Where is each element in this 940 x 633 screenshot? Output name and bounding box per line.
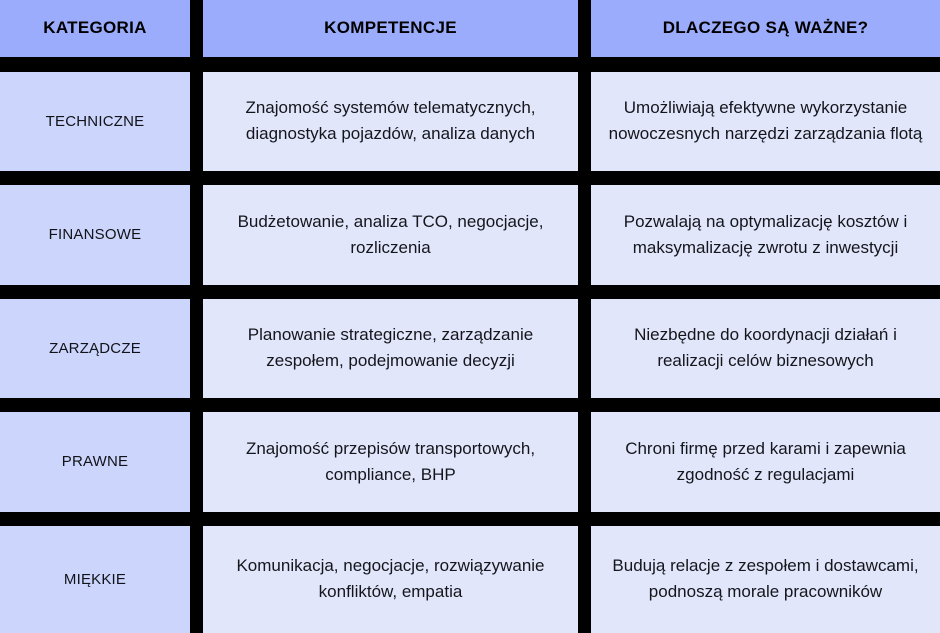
cell-kompetencje-text: Znajomość przepisów transportowych, compliance, BHP xyxy=(245,438,536,484)
column-header-kompetencje xyxy=(203,0,578,57)
cell-kategoria-text: PRAWNE xyxy=(61,453,129,471)
cell-kompetencje-text: Planowanie strategiczne, zarządzanie zespołem, podejmowanie decyzji xyxy=(247,325,534,371)
cell-kategoria-text: ZARZĄDCZE xyxy=(49,339,141,357)
cell-kategoria-text: MIĘKKIE xyxy=(63,570,127,588)
cell-dlaczego-text: Niezbędne do koordynacji działań i realizacji celów biznesowych xyxy=(634,325,897,371)
cell-kategoria-text: FINANSOWE xyxy=(48,226,142,244)
cell-dlaczego-text: Chroni firmę przed karami i zapewnia zgodność z regulacjami xyxy=(625,438,906,484)
cell-dlaczego xyxy=(591,412,940,511)
column-header-dlaczego-label: DLACZEGO SĄ WAŻNE? xyxy=(662,18,869,38)
cell-dlaczego-text: Budują relacje z zespołem i dostawcami, podnoszą morale pracowników xyxy=(612,555,919,602)
cell-kompetencje-text: Komunikacja, negocjacje, rozwiązywanie konfliktów, empatia xyxy=(236,555,545,602)
column-header-kategoria-label: KATEGORIA xyxy=(43,18,147,38)
cell-dlaczego-text: Umożliwiają efektywne wykorzystanie nowoczesnych narzędzi zarządzania flotą xyxy=(608,98,923,144)
cell-kompetencje xyxy=(203,72,578,171)
table-row xyxy=(0,185,940,284)
cell-kompetencje xyxy=(203,299,578,398)
column-header-kompetencje-label: KOMPETENCJE xyxy=(324,18,457,38)
cell-kompetencje xyxy=(203,526,578,633)
cell-kompetencje xyxy=(203,185,578,284)
table-row xyxy=(0,412,940,511)
column-header-dlaczego xyxy=(591,0,940,57)
cell-kompetencje-text: Znajomość systemów telematycznych, diagnostyka pojazdów, analiza danych xyxy=(245,98,536,144)
cell-dlaczego xyxy=(591,299,940,398)
table-row xyxy=(0,526,940,633)
cell-kompetencje xyxy=(203,412,578,511)
table-row xyxy=(0,299,940,398)
cell-kategoria xyxy=(0,526,190,633)
cell-dlaczego xyxy=(591,185,940,284)
cell-kategoria-text: TECHNICZNE xyxy=(45,112,145,130)
cell-kategoria xyxy=(0,299,190,398)
table-row xyxy=(0,72,940,171)
table-header-row xyxy=(0,0,940,57)
cell-kategoria xyxy=(0,72,190,171)
cell-dlaczego xyxy=(591,72,940,171)
cell-kategoria xyxy=(0,412,190,511)
cell-dlaczego xyxy=(591,526,940,633)
cell-kompetencje-text: Budżetowanie, analiza TCO, negocjacje, rozliczenia xyxy=(237,211,544,257)
column-header-kategoria xyxy=(0,0,190,57)
cell-kategoria xyxy=(0,185,190,284)
cell-dlaczego-text: Pozwalają na optymalizację kosztów i maksymalizację zwrotu z inwestycji xyxy=(623,211,908,257)
